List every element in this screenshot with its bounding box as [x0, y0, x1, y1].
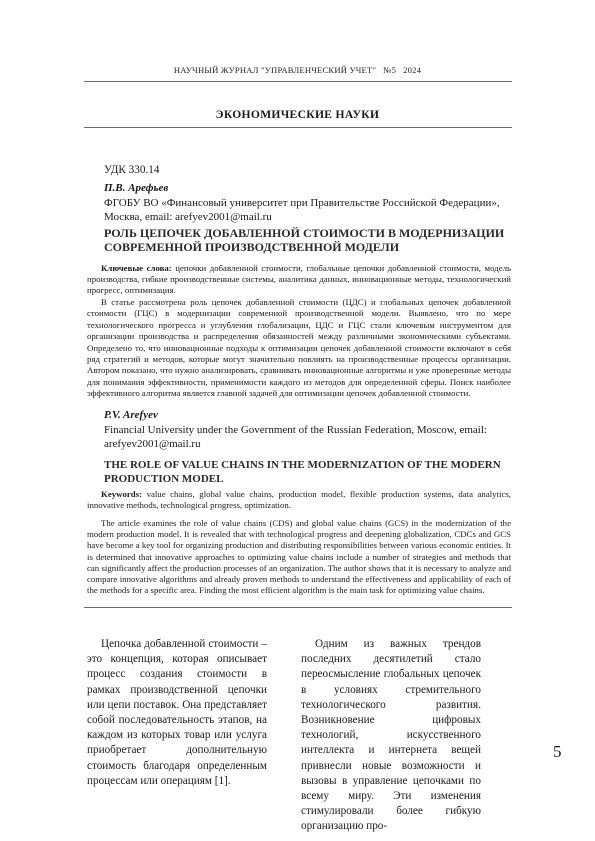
- abstract-ru: В статье рассмотрена роль цепочек добавленной стоимости (ЦДС) и глобальных цепочек добавленной стоимости (ГЦС) в модернизации современной производственной модели. Выявлено, что по мере технологического прогресса и углубления глобализации, ЦДС и ГЦС стали ключевым инструментом для организации производства и распределения обязанностей между различными экономическими субъектами. Определено то, что инновационные подходы к оптимизации цепочек добавленной стоимости включают в себя ряд стратегий и методов, которые могут значительно повлиять на производственные процессы организации. Автором показано, что нужно анализировать, сравнивать инновационные алгоритмы и уже проверенные методы для понимания эффективности, применимости каждого из методов для определенной сферы. Поиск наиболее эффективного алгоритма является главной задачей для оптимизации цепочек добавленной стоимости.: [87, 297, 511, 399]
- section-rule: [84, 127, 512, 128]
- article-title-en: THE ROLE OF VALUE CHAINS IN THE MODERNIZATION OF THE MODERN PRODUCTION MODEL: [104, 459, 501, 485]
- keywords-en: [87, 489, 511, 511]
- author-ru: П.В. Арефьев: [104, 182, 169, 194]
- keywords-ru: [87, 263, 511, 296]
- keywords-label-ru: Ключевые слова:: [101, 263, 172, 273]
- header-rule: [84, 81, 512, 82]
- body-column-right: Одним из важных трендов последних десятилетий стало переосмысление глобальных цепочек в условиях стремительного технологического развития. Возникновение цифровых технологий, искусственного интеллекта и интернета вещей привнесли новые возможности и вызовы в управление цепочками по всему миру. Эти изменения стимулировали более гибкую организацию про-: [301, 638, 481, 833]
- affiliation-en: Financial University under the Government of the Russian Federation, Moscow, email: arefyev2001@mail.ru: [104, 424, 487, 450]
- journal-header: НАУЧНЫЙ ЖУРНАЛ "УПРАВЛЕНЧЕСКИЙ УЧЕТ" №5 2024: [173, 65, 422, 75]
- keywords-label-en: Keywords:: [101, 489, 143, 499]
- abstract-rule: [84, 607, 512, 608]
- keywords-text-ru: цепочки добавленной стоимости, глобальные цепочки добавленной стоимости, модель производства, гибкие производственные системы, аналитика данных, инновационные методы, технологический прогресс, оптимизация.: [87, 263, 512, 295]
- section-title: ЭКОНОМИЧЕСКИЕ НАУКИ: [215, 108, 380, 121]
- udk-code: УДК 330.14: [104, 164, 160, 176]
- article-title-ru: РОЛЬ ЦЕПОЧЕК ДОБАВЛЕННОЙ СТОИМОСТИ В МОДЕРНИЗАЦИИ СОВРЕМЕННОЙ ПРОИЗВОДСТВЕННОЙ МОДЕЛИ: [104, 226, 505, 254]
- body-column-left: Цепочка добавленной стоимости – это концепция, которая описывает процесс создания стоимости в рамках производственной цепочки или цепи поставок. Она представляет собой последовательность этапов, на каждом из которых товар или услуга приобретает дополнительную стоимость благодаря определенным процессам или операциям [1].: [87, 638, 267, 787]
- keywords-text-en: value chains, global value chains, production model, flexible production systems, data analytics, innovative methods, technological progress, optimization.: [87, 489, 511, 510]
- affiliation-ru: ФГОБУ ВО «Финансовый университет при Правительстве Российской Федерации», Москва, email: arefyev2001@mail.ru: [104, 197, 500, 223]
- abstract-en: The article examines the role of value chains (CDS) and global value chains (GCS) in the modernization of the modern production model. It is revealed that with technological progress and deepening globalization, CDCs and GCS have become a key tool for organizing production and distributing responsibilities between various economic entities. It is determined that innovative approaches to optimizing value chains include a number of strategies and methods that can significantly affect the production processes of an organization. The author shows that it is necessary to analyze and compare innovative algorithms and already proven methods to understand the effectiveness and applicability of each of the methods for a specific area. Finding the most efficient algorithm is the main task for optimizing value chains.: [87, 518, 511, 596]
- page-number: 5: [553, 742, 562, 761]
- author-en: P.V. Arefyev: [104, 409, 158, 421]
